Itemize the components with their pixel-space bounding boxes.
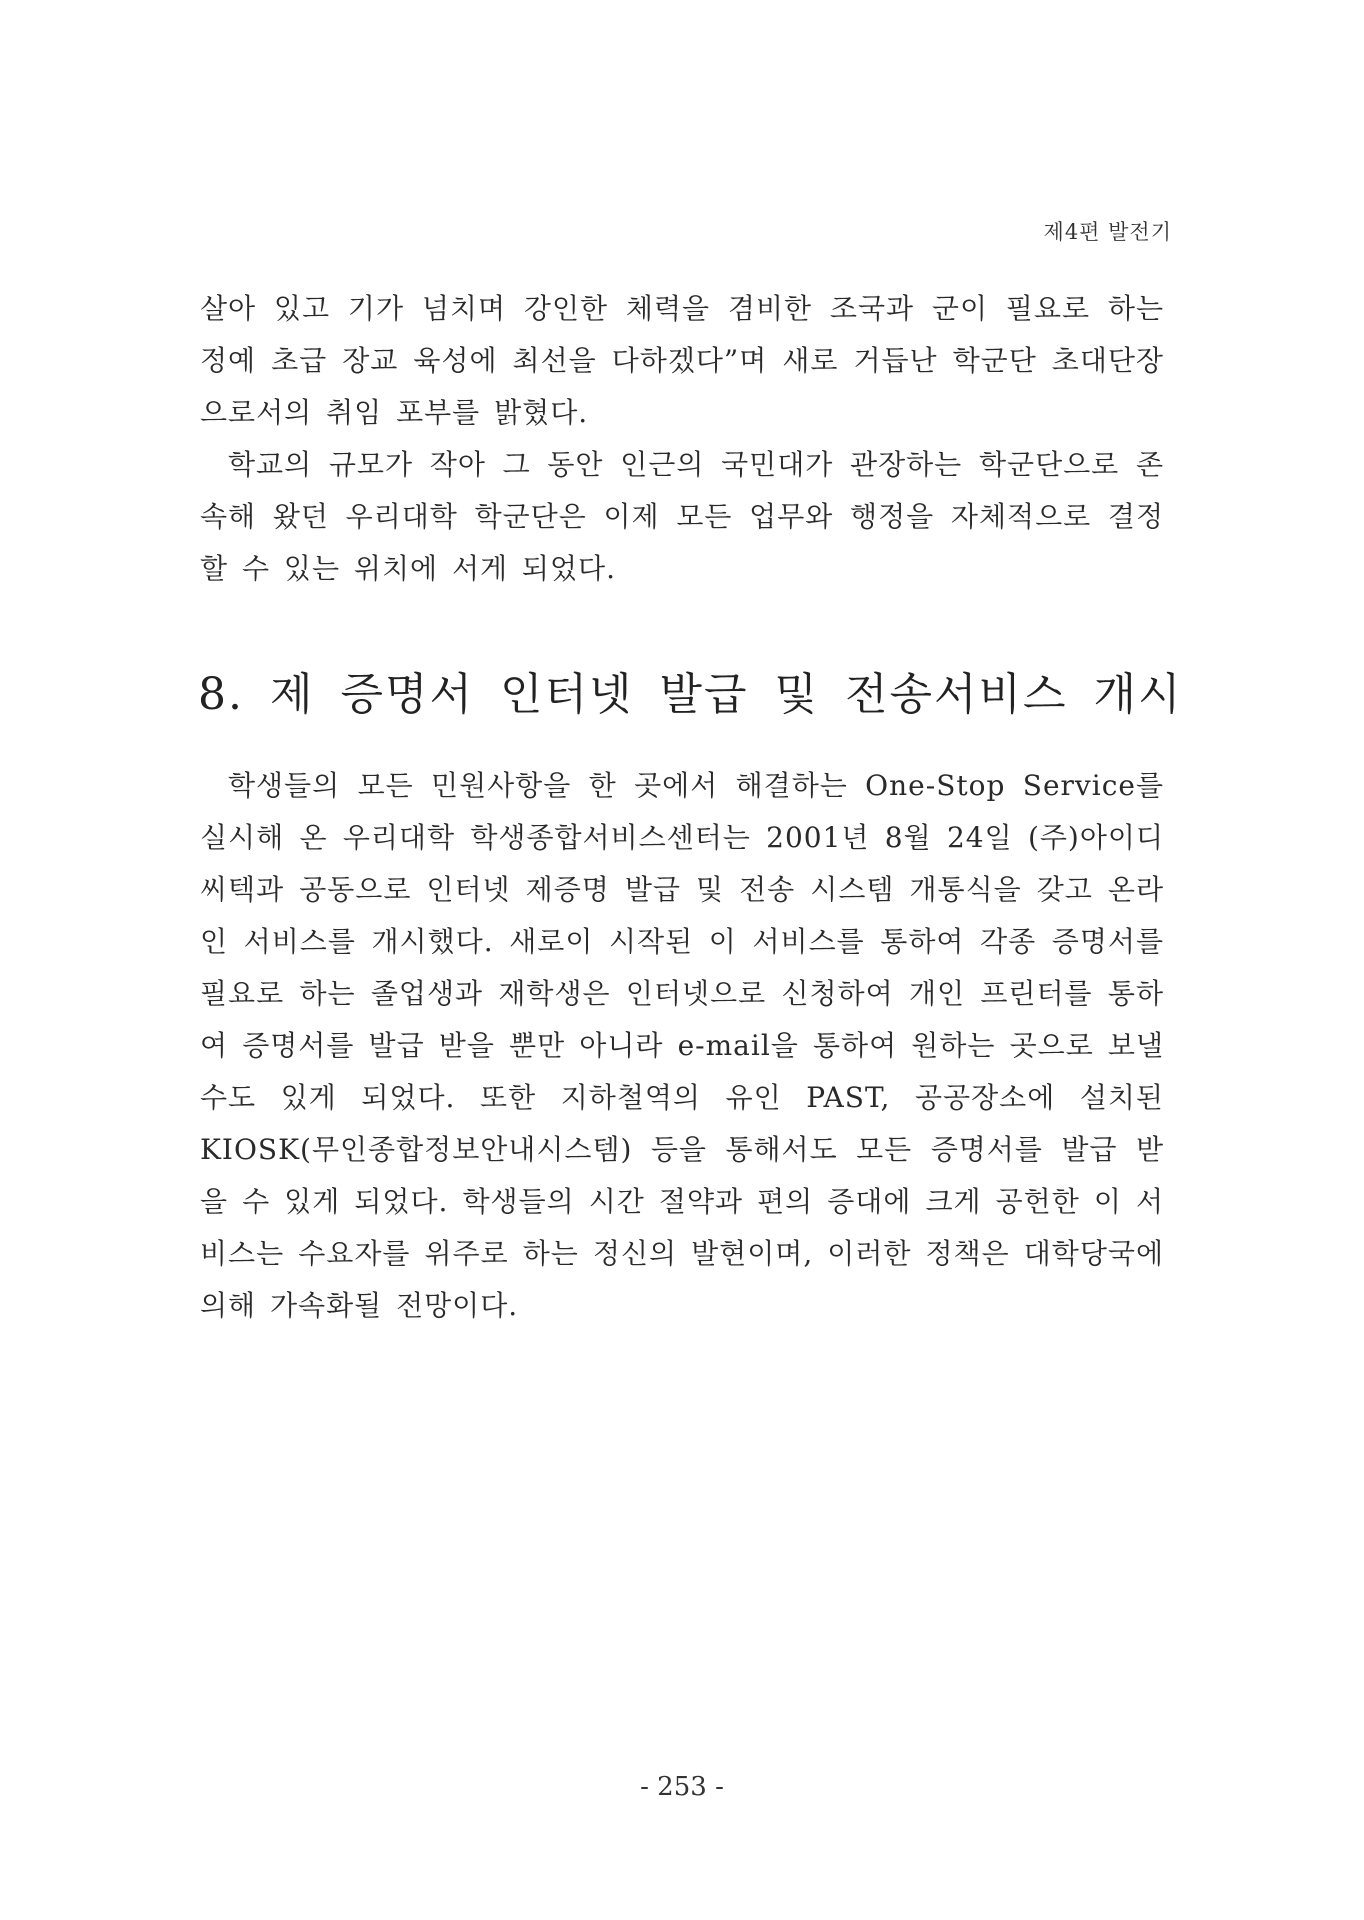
section-paragraph: 학생들의 모든 민원사항을 한 곳에서 해결하는 One-Stop Service를 실시해 온 우리대학 학생종합서비스센터는 2001년 8월 24일 (주)아이디씨텍과 공동으로 인터넷 제증명 발급 및 전송 시스템 개통식을 갖고 온라인 서비스를 개시했다. 새로이 시작된 이 서비스를 통하여 각종 증명서를 필요로 하는 졸업생과 재학생은 인터넷으로 신청하여 개인 프린터를 통하여 증명서를 발급 받을 뿐만 아니라 e-mail을 통하여 원하는 곳으로 보낼 수도 있게 되었다. 또한 지하철역의 유인 PAST, 공공장소에 설치된 KIOSK(무인종합정보안내시스템) 등을 통해서도 모든 증명서를 발급 받을 수 있게 되었다. 학생들의 시간 절약과 편의 증대에 크게 공헌한 이 서비스는 수요자를 위주로 하는 정신의 발현이며, 이러한 정책은 대학당국에 의해 가속화될 전망이다. bbox=[200, 769, 1164, 1322]
running-header: 제4편 발전기 bbox=[1043, 220, 1172, 244]
body-paragraph: 학교의 규모가 작아 그 동안 인근의 국민대가 관장하는 학군단으로 존속해 왔던 우리대학 학군단은 이제 모든 업무와 행정을 자체적으로 결정할 수 있는 위치에 서게 되었다. bbox=[200, 448, 1164, 585]
body-text-top bbox=[200, 283, 1164, 595]
continuation-paragraph: 살아 있고 기가 넘치며 강인한 체력을 겸비한 조국과 군이 필요로 하는 정예 초급 장교 육성에 최선을 다하겠다”며 새로 거듭난 학군단 초대단장으로서의 취임 포부를 밝혔다. bbox=[200, 292, 1164, 429]
page-number: - 253 - bbox=[640, 1772, 724, 1802]
body-text-section bbox=[200, 760, 1164, 1332]
section-heading: 8. 제 증명서 인터넷 발급 및 전송서비스 개시 bbox=[198, 669, 1183, 720]
